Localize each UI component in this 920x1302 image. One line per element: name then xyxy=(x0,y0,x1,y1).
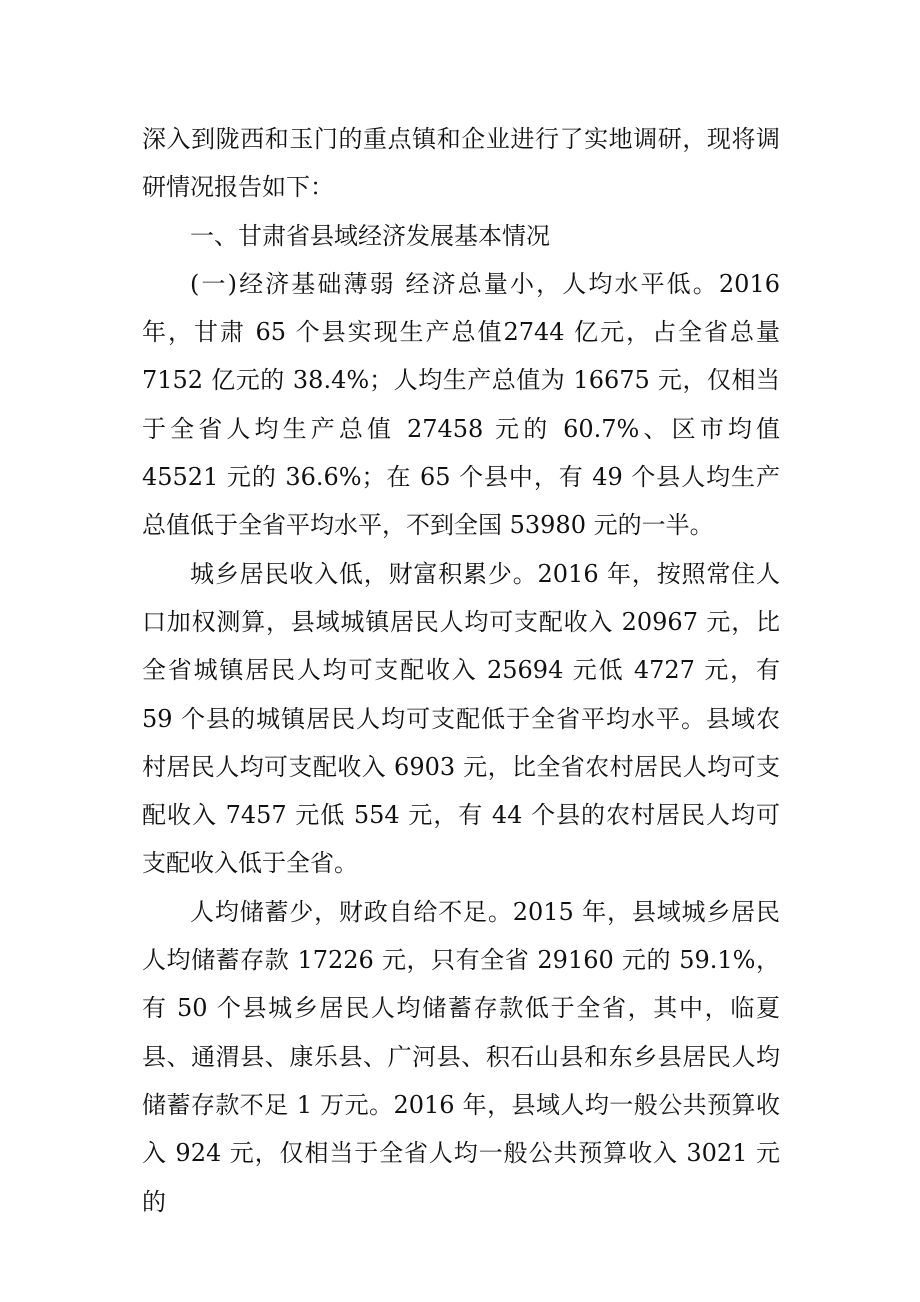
paragraph-income: 城乡居民收入低，财富积累少。2016 年，按照常住人口加权测算，县域城镇居民人均可支配收入 20967 元，比全省城镇居民人均可支配收入 25694 元低 4727 元，有 59 个县的城镇居民人均可支配低于全省平均水平。县域农村居民人均可支配收入 6903 元，比全省农村居民人均可支配收入 7457 元低 554 元，有 44 个县的农村居民人均可支配收入低于全省。 xyxy=(142,559,780,878)
section-heading: 一、甘肃省县域经济发展基本情况 xyxy=(190,221,550,250)
document-page xyxy=(142,115,780,1226)
paragraph-intro: 深入到陇西和玉门的重点镇和企业进行了实地调研，现将调研情况报告如下： xyxy=(142,125,780,202)
paragraph-economic-base: (一)经济基础薄弱 经济总量小，人均水平低。2016 年，甘肃 65 个县实现生产总值2744 亿元，占全省总量 7152 亿元的 38.4%；人均生产总值为 16675 元，仅相当于全省人均生产总值 27458 元的 60.7%、区市均值 45521 元的 36.6%；在 65 个县中，有 49 个县人均生产总值低于全省平均水平，不到全国 53980 元的一半。 xyxy=(142,269,780,540)
paragraph-savings: 人均储蓄少，财政自给不足。2015 年，县域城乡居民人均储蓄存款 17226 元，只有全省 29160 元的 59.1%，有 50 个县城乡居民人均储蓄存款低于全省，其中，临夏县、通渭县、康乐县、广河县、积石山县和东乡县居民人均储蓄存款不足 1 万元。2016 年，县域人均一般公共预算收入 924 元，仅相当于全省人均一般公共预算收入 3021 元的 xyxy=(142,897,780,1216)
